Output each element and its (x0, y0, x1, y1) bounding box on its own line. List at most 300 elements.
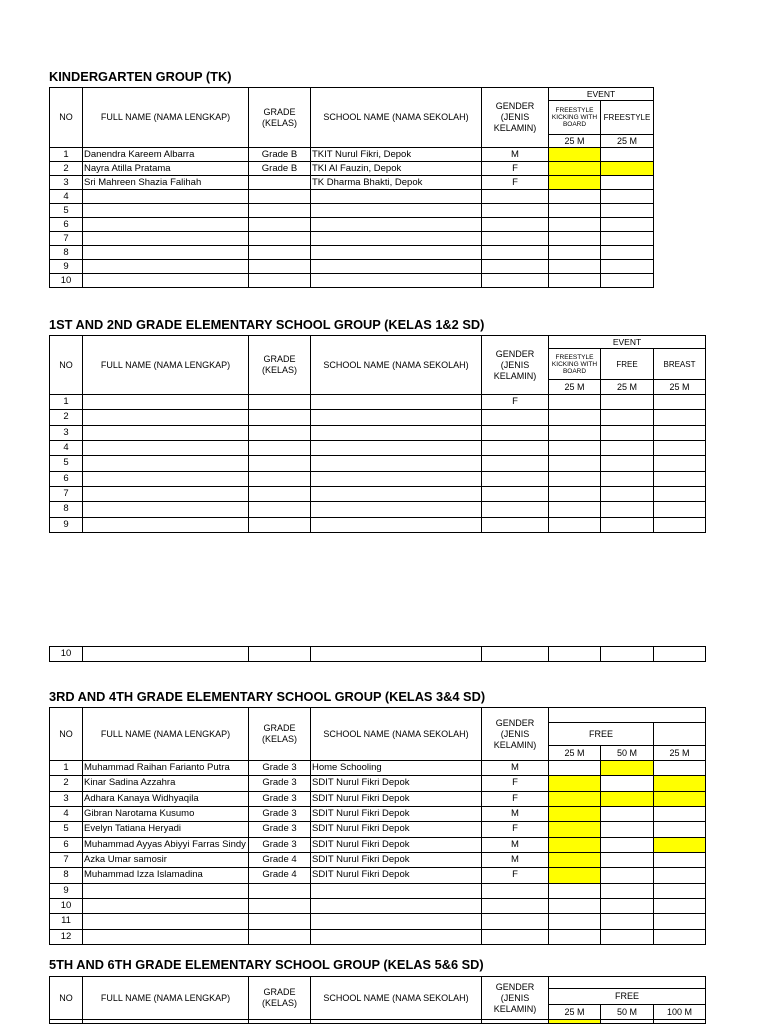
header-row (50, 336, 706, 349)
full-name-header: FULL NAME (NAMA LENGKAP) (83, 88, 249, 148)
full-name-cell: Azka Umar samosir (83, 852, 249, 867)
school-name-cell (311, 395, 482, 410)
event-entry-cell (549, 914, 601, 929)
grade-cell (249, 898, 311, 913)
school-name-header: SCHOOL NAME (NAMA SEKOLAH) (311, 708, 482, 761)
school-name-cell (311, 898, 482, 913)
grade-1-2-rows-continued (50, 647, 706, 662)
row-number-cell: 3 (50, 425, 83, 440)
event-header-blank (549, 977, 706, 989)
table-row (50, 883, 706, 898)
gender-cell (482, 190, 549, 204)
grade-cell (249, 218, 311, 232)
event-entry-cell (549, 274, 601, 288)
event-entry-cell (549, 176, 601, 190)
event-header: EVENT (549, 336, 706, 349)
event-entry-cell (549, 246, 601, 260)
full-name-cell (83, 204, 249, 218)
row-number-cell: 1 (50, 148, 83, 162)
event-entry-cell (654, 791, 706, 806)
event-entry-cell (549, 883, 601, 898)
school-name-cell (311, 471, 482, 486)
school-name-cell: SDIT Nurul Fikri Depok (311, 791, 482, 806)
event-entry-cell (549, 822, 601, 837)
grade-cell (249, 1020, 311, 1024)
event-entry-cell (654, 1020, 706, 1024)
table-row (50, 837, 706, 852)
grade-cell: Grade 3 (249, 776, 311, 791)
school-name-header: SCHOOL NAME (NAMA SEKOLAH) (311, 977, 482, 1020)
event-name-label: FREESTYLE KICKING WITH BOARD (551, 353, 598, 375)
event-name-label: FREESTYLE KICKING WITH BOARD (551, 107, 598, 128)
table-row (50, 868, 706, 883)
gender-header (482, 708, 549, 761)
grade-5-6-rows (50, 1020, 706, 1024)
gender-cell: F (482, 395, 549, 410)
event-entry-cell (654, 425, 706, 440)
event-entry-cell (549, 761, 601, 776)
row-number-cell: 6 (50, 471, 83, 486)
school-name-cell (311, 502, 482, 517)
grade-cell: Grade 3 (249, 837, 311, 852)
event-entry-cell (549, 868, 601, 883)
event-entry-cell (654, 410, 706, 425)
gender-cell: F (482, 791, 549, 806)
table-row (50, 914, 706, 929)
school-name-cell (311, 190, 482, 204)
grade-cell (249, 190, 311, 204)
full-name-cell (83, 517, 249, 532)
full-name-cell (83, 190, 249, 204)
event-entry-cell (601, 162, 654, 176)
no-header: NO (50, 977, 83, 1020)
table-row (50, 486, 706, 501)
gender-cell (482, 456, 549, 471)
row-number-cell: 4 (50, 806, 83, 821)
gender-cell (482, 1020, 549, 1024)
distance-header: 25 M (549, 135, 601, 148)
full-name-cell (83, 246, 249, 260)
event-entry-cell (549, 791, 601, 806)
school-name-header: SCHOOL NAME (NAMA SEKOLAH) (311, 88, 482, 148)
event-entry-cell (549, 517, 601, 532)
row-number-cell: 8 (50, 868, 83, 883)
full-name-header: FULL NAME (NAMA LENGKAP) (83, 977, 249, 1020)
grade-1-2-rows (50, 395, 706, 533)
row-number-cell: 4 (50, 190, 83, 204)
gender-cell (482, 246, 549, 260)
event-entry-cell (654, 852, 706, 867)
school-name-cell (311, 260, 482, 274)
grade-cell (249, 204, 311, 218)
row-number-cell: 2 (50, 410, 83, 425)
kindergarten-rows (50, 148, 654, 288)
gender-cell (482, 204, 549, 218)
school-name-cell: SDIT Nurul Fikri Depok (311, 852, 482, 867)
event-entry-cell (654, 502, 706, 517)
full-name-header: FULL NAME (NAMA LENGKAP) (83, 708, 249, 761)
gender-cell (482, 914, 549, 929)
row-number-cell: 3 (50, 176, 83, 190)
event-entry-cell (549, 486, 601, 501)
school-name-cell (311, 517, 482, 532)
event-entry-cell (549, 148, 601, 162)
full-name-cell: Gibran Narotama Kusumo (83, 806, 249, 821)
row-number-cell: 8 (50, 246, 83, 260)
event-name-header: FREESTYLE (601, 101, 654, 135)
gender-header-label: GENDER (JENIS KELAMIN) (493, 981, 537, 1014)
full-name-cell (83, 456, 249, 471)
grade-cell: Grade 3 (249, 791, 311, 806)
event-entry-cell (549, 647, 601, 662)
distance-header: 25 M (549, 1005, 601, 1020)
event-entry-cell (601, 898, 654, 913)
row-number-cell: 6 (50, 218, 83, 232)
event-entry-cell (654, 868, 706, 883)
grade-header (249, 88, 311, 148)
school-name-cell (311, 486, 482, 501)
full-name-cell (83, 440, 249, 455)
event-entry-cell (654, 776, 706, 791)
event-entry-cell (549, 395, 601, 410)
grade-3-4-rows (50, 761, 706, 945)
grade-cell (249, 440, 311, 455)
header-row (50, 708, 706, 723)
event-header-blank (549, 708, 706, 723)
grade-header (249, 977, 311, 1020)
grade-header-label: GRADE (KELAS) (261, 987, 297, 1008)
grade-cell: Grade 3 (249, 806, 311, 821)
distance-header: 25 M (601, 380, 654, 395)
event-entry-cell (654, 471, 706, 486)
full-name-cell (83, 929, 249, 944)
grade-cell (249, 471, 311, 486)
school-name-cell: SDIT Nurul Fikri Depok (311, 822, 482, 837)
row-number-cell: 9 (50, 517, 83, 532)
row-number-cell: 5 (50, 822, 83, 837)
event-entry-cell (654, 822, 706, 837)
event-entry-cell (549, 218, 601, 232)
school-name-header: SCHOOL NAME (NAMA SEKOLAH) (311, 336, 482, 395)
row-number-cell: 2 (50, 776, 83, 791)
distance-header: 25 M (654, 380, 706, 395)
grade-cell (249, 456, 311, 471)
event-entry-cell (654, 456, 706, 471)
gender-header-label: GENDER (JENIS KELAMIN) (493, 348, 537, 381)
full-name-cell (83, 898, 249, 913)
full-name-cell (83, 914, 249, 929)
grade-cell (249, 425, 311, 440)
event-entry-cell (654, 914, 706, 929)
gender-cell: F (482, 776, 549, 791)
event-entry-cell (601, 190, 654, 204)
gender-header (482, 88, 549, 148)
event-entry-cell (549, 776, 601, 791)
gender-cell: M (482, 852, 549, 867)
table-row (50, 204, 654, 218)
event-header: EVENT (549, 88, 654, 101)
row-number-cell: 1 (50, 761, 83, 776)
event-name-header (549, 101, 601, 135)
gender-cell (482, 274, 549, 288)
grade-3-4-table (49, 707, 706, 945)
event-entry-cell (654, 898, 706, 913)
grade-cell (249, 410, 311, 425)
event-entry-cell (601, 929, 654, 944)
gender-cell (482, 883, 549, 898)
gender-header-label: GENDER (JENIS KELAMIN) (493, 101, 537, 133)
row-number-cell: 1 (50, 395, 83, 410)
school-name-cell (311, 425, 482, 440)
row-number-cell: 5 (50, 204, 83, 218)
full-name-cell (83, 274, 249, 288)
event-entry-cell (601, 517, 654, 532)
event-entry-cell (549, 852, 601, 867)
school-name-cell: Home Schooling (311, 761, 482, 776)
event-entry-cell (549, 502, 601, 517)
event-entry-cell (654, 837, 706, 852)
kindergarten-table (49, 87, 654, 288)
table-row (50, 456, 706, 471)
table-row (50, 517, 706, 532)
section-title: 1ST AND 2ND GRADE ELEMENTARY SCHOOL GROUP (KELAS 1&2 SD) (49, 317, 485, 332)
table-row (50, 425, 706, 440)
event-entry-cell (549, 1020, 601, 1024)
gender-header (482, 977, 549, 1020)
full-name-cell (83, 1020, 249, 1024)
row-number-cell: 10 (50, 898, 83, 913)
event-entry-cell (601, 486, 654, 501)
no-header: NO (50, 88, 83, 148)
full-name-cell (83, 471, 249, 486)
full-name-cell (83, 395, 249, 410)
grade-cell (249, 502, 311, 517)
event-entry-cell (601, 914, 654, 929)
event-entry-cell (654, 929, 706, 944)
event-entry-cell (601, 260, 654, 274)
event-entry-cell (601, 868, 654, 883)
full-name-cell (83, 883, 249, 898)
school-name-cell (311, 204, 482, 218)
row-number-cell: 5 (50, 456, 83, 471)
event-entry-cell (549, 806, 601, 821)
no-header: NO (50, 708, 83, 761)
gender-cell: F (482, 176, 549, 190)
gender-cell: F (482, 822, 549, 837)
event-entry-cell (601, 776, 654, 791)
event-entry-cell (549, 260, 601, 274)
gender-cell: F (482, 868, 549, 883)
grade-cell: Grade 3 (249, 822, 311, 837)
table-row (50, 260, 654, 274)
table-row (50, 929, 706, 944)
grade-cell (249, 883, 311, 898)
row-number-cell: 12 (50, 929, 83, 944)
gender-cell: M (482, 761, 549, 776)
section-title: 5TH AND 6TH GRADE ELEMENTARY SCHOOL GROUP (KELAS 5&6 SD) (49, 957, 484, 972)
event-entry-cell (601, 806, 654, 821)
table-row (50, 1020, 706, 1024)
grade-cell (249, 914, 311, 929)
school-name-cell (311, 929, 482, 944)
header-row (50, 977, 706, 989)
event-entry-cell (549, 471, 601, 486)
full-name-cell (83, 486, 249, 501)
distance-header: 50 M (601, 746, 654, 761)
distance-header: 50 M (601, 1005, 654, 1020)
gender-cell (482, 486, 549, 501)
school-name-cell: SDIT Nurul Fikri Depok (311, 837, 482, 852)
school-name-cell: TK Dharma Bhakti, Depok (311, 176, 482, 190)
event-entry-cell (601, 456, 654, 471)
event-entry-cell (601, 791, 654, 806)
event-entry-cell (601, 246, 654, 260)
school-name-cell (311, 232, 482, 246)
grade-cell (249, 246, 311, 260)
school-name-cell (311, 218, 482, 232)
full-name-cell: Evelyn Tatiana Heryadi (83, 822, 249, 837)
school-name-cell: SDIT Nurul Fikri Depok (311, 806, 482, 821)
gender-cell (482, 440, 549, 455)
event-entry-cell (549, 837, 601, 852)
table-row (50, 218, 654, 232)
school-name-cell (311, 246, 482, 260)
event-entry-cell (654, 486, 706, 501)
event-entry-cell (654, 395, 706, 410)
school-name-cell: SDIT Nurul Fikri Depok (311, 868, 482, 883)
event-name-header: BREAST (654, 349, 706, 380)
event-name-header (549, 349, 601, 380)
header-row (50, 88, 654, 101)
gender-cell: M (482, 806, 549, 821)
school-name-cell (311, 883, 482, 898)
grade-cell (249, 517, 311, 532)
full-name-cell: Sri Mahreen Shazia Falihah (83, 176, 249, 190)
event-entry-cell (601, 647, 654, 662)
event-entry-cell (549, 232, 601, 246)
full-name-cell: Danendra Kareem Albarra (83, 148, 249, 162)
section-title: 3RD AND 4TH GRADE ELEMENTARY SCHOOL GROUP (KELAS 3&4 SD) (49, 689, 486, 704)
school-name-cell: SDIT Nurul Fikri Depok (311, 776, 482, 791)
section-title: KINDERGARTEN GROUP (TK) (49, 69, 232, 84)
full-name-cell (83, 218, 249, 232)
event-entry-cell (549, 456, 601, 471)
event-entry-cell (654, 440, 706, 455)
gender-cell (482, 260, 549, 274)
gender-cell (482, 647, 549, 662)
event-entry-cell (601, 471, 654, 486)
full-name-cell (83, 647, 249, 662)
school-name-cell (311, 1020, 482, 1024)
grade-cell (249, 274, 311, 288)
event-entry-cell (549, 425, 601, 440)
school-name-cell (311, 410, 482, 425)
gender-cell (482, 517, 549, 532)
event-entry-cell (601, 232, 654, 246)
event-entry-cell (601, 410, 654, 425)
row-number-cell: 9 (50, 883, 83, 898)
distance-header: 25 M (654, 746, 706, 761)
distance-header: 25 M (549, 380, 601, 395)
full-name-cell: Muhammad Raihan Farianto Putra (83, 761, 249, 776)
gender-header-label: GENDER (JENIS KELAMIN) (493, 717, 537, 750)
table-row (50, 190, 654, 204)
event-entry-cell (654, 647, 706, 662)
grade-header (249, 336, 311, 395)
gender-cell: M (482, 837, 549, 852)
event-entry-cell (601, 1020, 654, 1024)
grade-header-label: GRADE (KELAS) (261, 106, 297, 128)
row-number-cell: 10 (50, 647, 83, 662)
no-header: NO (50, 336, 83, 395)
grade-cell (249, 486, 311, 501)
event-entry-cell (549, 204, 601, 218)
event-group-header-blank (654, 723, 706, 746)
event-entry-cell (549, 190, 601, 204)
event-group-header: FREE (549, 723, 654, 746)
event-entry-cell (601, 502, 654, 517)
table-row (50, 852, 706, 867)
grade-1-2-table-continued (49, 646, 706, 662)
event-entry-cell (601, 204, 654, 218)
event-entry-cell (601, 837, 654, 852)
event-entry-cell (654, 761, 706, 776)
event-entry-cell (601, 822, 654, 837)
row-number-cell: 9 (50, 260, 83, 274)
table-row (50, 246, 654, 260)
row-number-cell: 7 (50, 852, 83, 867)
event-entry-cell (549, 929, 601, 944)
event-entry-cell (549, 898, 601, 913)
row-number-cell: 6 (50, 837, 83, 852)
event-entry-cell (601, 274, 654, 288)
event-entry-cell (601, 761, 654, 776)
grade-header-label: GRADE (KELAS) (261, 723, 297, 744)
event-group-header: FREE (549, 989, 706, 1005)
event-entry-cell (601, 883, 654, 898)
grade-cell: Grade B (249, 162, 311, 176)
grade-cell (249, 232, 311, 246)
event-entry-cell (601, 425, 654, 440)
distance-header: 100 M (654, 1005, 706, 1020)
table-row (50, 440, 706, 455)
row-number-cell: 3 (50, 791, 83, 806)
gender-cell (482, 898, 549, 913)
table-row (50, 776, 706, 791)
gender-cell (482, 425, 549, 440)
gender-cell (482, 232, 549, 246)
school-name-cell (311, 440, 482, 455)
full-name-cell: Muhammad Izza Islamadina (83, 868, 249, 883)
grade-cell (249, 260, 311, 274)
event-entry-cell (601, 148, 654, 162)
grade-header-label: GRADE (KELAS) (261, 354, 297, 375)
full-name-cell: Muhammad Ayyas Abiyyi Farras Sindy (83, 837, 249, 852)
event-entry-cell (654, 806, 706, 821)
grade-1-2-table (49, 335, 706, 533)
row-number-cell: 4 (50, 440, 83, 455)
table-row (50, 791, 706, 806)
distance-header: 25 M (601, 135, 654, 148)
grade-5-6-table (49, 976, 706, 1024)
table-row (50, 761, 706, 776)
row-number-cell: 8 (50, 502, 83, 517)
full-name-header: FULL NAME (NAMA LENGKAP) (83, 336, 249, 395)
table-row (50, 395, 706, 410)
table-row (50, 162, 654, 176)
full-name-cell (83, 260, 249, 274)
school-name-cell: TKI Al Fauzin, Depok (311, 162, 482, 176)
